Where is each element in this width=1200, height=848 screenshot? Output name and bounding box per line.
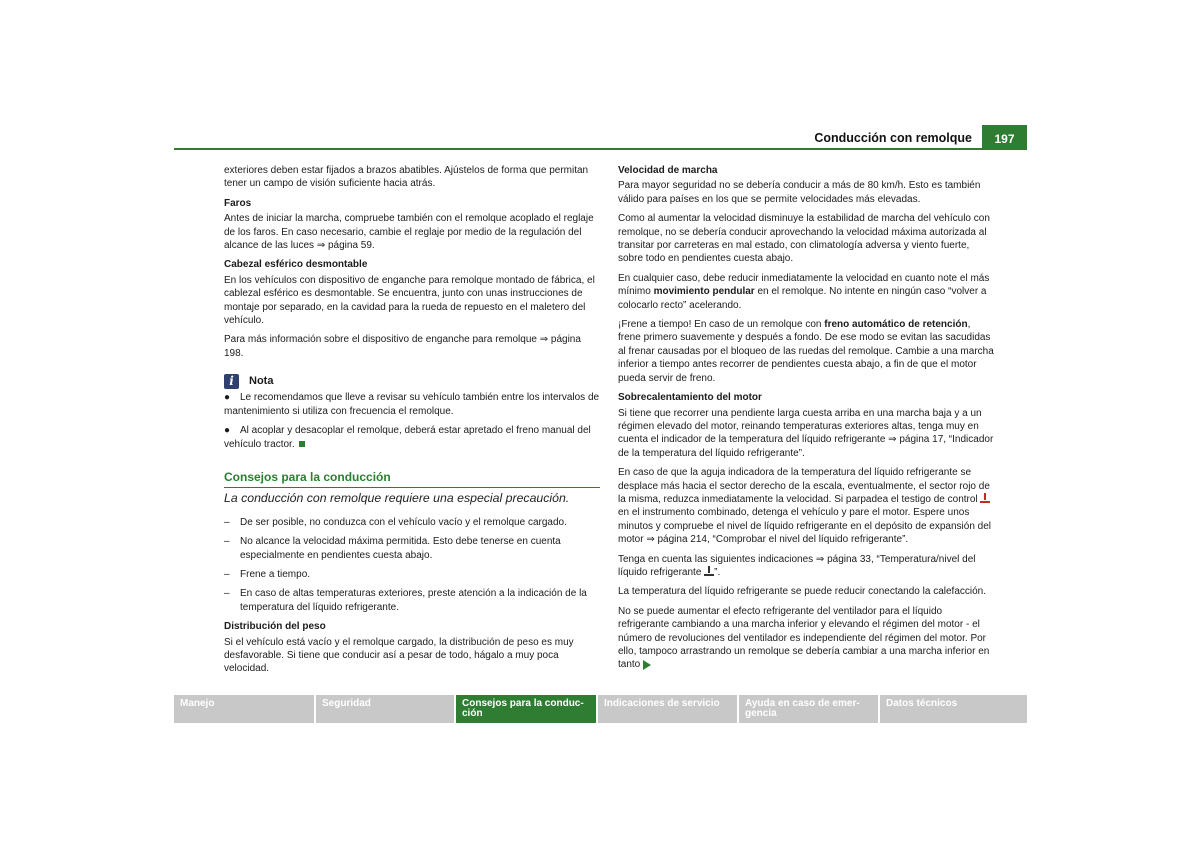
dash-item: – De ser posible, no conduzca con el vehículo vacío y el remolque cargado.	[224, 516, 567, 528]
page-header-title: Conducción con remolque	[814, 131, 972, 145]
note-bullet-text: Le recomendamos que lleve a revisar su vehículo también entre los intervalos de mantenimiento si utiliza con frecuencia el remolque.	[224, 392, 600, 417]
dash-item-text: De ser posible, no conduzca con el vehículo vacío y el remolque cargado.	[240, 516, 567, 528]
sobrecalentamiento-paragraph-4: La temperatura del líquido refrigerante se puede reducir conectando la calefacción.	[618, 586, 987, 598]
note-bullet	[224, 424, 600, 451]
coolant-temperature-icon	[704, 566, 714, 576]
velocidad-paragraph-4: ¡Frene a tiempo! En caso de un remolque con freno automático de retención, frene primero suavemente y después a fondo. De ese modo se evitan las sacudidas al frenar causadas por el bloqueo de las ruedas del remolque. Cambie a una marcha inferior a tiempo antes recorrer de pendientes cuesta abajo, a fin de que el motor pueda servir de freno.	[618, 319, 994, 384]
section-heading: Consejos para la conducción	[224, 471, 600, 488]
section-lead: La conducción con remolque requiere una especial precaución.	[224, 491, 570, 506]
note-label: Nota	[249, 375, 274, 388]
dash-item-text: En caso de altas temperaturas exteriores, preste atención a la indicación de la temperatura del líquido refrigerante.	[240, 588, 587, 613]
cabezal-paragraph: En los vehículos con dispositivo de enganche para remolque montado de fábrica, el cablezal esférico es desmontable. Se encuentra, junto con unas instrucciones de montaje por separado, en la cavidad para la rueda de repuesto en el maletero del vehículo.	[224, 274, 595, 327]
dash-item-text: No alcance la velocidad máxima permitida. Esto debe tenerse en cuenta especialmente en pendientes cuesta abajo.	[240, 536, 561, 561]
tab-datos-tecnicos[interactable]: Datos técnicos	[880, 695, 1027, 723]
info-icon: i	[224, 374, 239, 389]
intro-paragraph: exteriores deben estar fijados a brazos abatibles. Ajústelos de forma que permitan tener un campo de visión suficiente hacia atrás.	[224, 165, 589, 190]
faros-paragraph: Antes de iniciar la marcha, compruebe también con el remolque acoplado el reglaje de los faros. En caso necesario, cambie el reglaje por medio de la regulación del alcance de las luces ⇒ página 59.	[224, 213, 594, 252]
dash-item: – En caso de altas temperaturas exteriores, preste atención a la indicación de la temperatura del líquido refrigerante.	[224, 587, 600, 614]
page-number: 197	[982, 125, 1027, 149]
peso-paragraph: Si el vehículo está vacío y el remolque cargado, la distribución de peso es muy desfavorable. Si tiene que conducir así a pesar de todo, hágalo a muy poca velocidad.	[224, 636, 574, 675]
sobrecalentamiento-paragraph-2: En caso de que la aguja indicadora de la temperatura del líquido refrigerante se desplace más hacia el sector derecho de la escala, eventualmente, el sector rojo de la misma, reduzca inmediatamente la velocidad. Si parpadea el testigo de control en el instrumento combinado, detenga el vehículo y pare el motor. Espere unos minutos y compruebe el nivel de líquido refrigerante en el depósito de expansión del motor ⇒ página 214, “Comprobar el nivel del líquido refrigerante”.	[618, 467, 992, 546]
end-of-note-icon	[299, 441, 305, 447]
left-column	[224, 164, 600, 682]
cabezal-heading: Cabezal esférico desmontable	[224, 259, 368, 271]
continue-arrow-icon	[643, 660, 651, 670]
cabezal-more-paragraph: Para más información sobre el dispositivo de enganche para remolque ⇒ página 198.	[224, 334, 581, 359]
velocidad-paragraph-1: Para mayor seguridad no se debería conducir a más de 80 km/h. Esto es también válido para países en los que se permite velocidades más elevadas.	[618, 180, 981, 205]
bullet-dot-icon: ●	[224, 425, 231, 437]
velocidad-heading: Velocidad de marcha	[618, 165, 718, 176]
right-column	[618, 164, 994, 678]
tab-manejo[interactable]: Manejo	[174, 695, 314, 723]
faros-heading: Faros	[224, 197, 252, 209]
tab-ayuda-emergencia[interactable]: Ayuda en caso de emergencia	[739, 695, 878, 723]
dash-item: – No alcance la velocidad máxima permitida. Esto debe tenerse en cuenta especialmente en pendientes cuesta abajo.	[224, 535, 600, 562]
bullet-dot-icon: ●	[224, 392, 231, 404]
tab-indicaciones-servicio[interactable]: Indicaciones de servicio	[598, 695, 737, 723]
note-bullet-text: Al acoplar y desacoplar el remolque, deberá estar apretado el freno manual del vehículo tractor.	[224, 425, 591, 450]
tab-consejos-conduccion[interactable]: Consejos para la conducción	[456, 695, 596, 723]
velocidad-paragraph-3: En cualquier caso, debe reducir inmediatamente la velocidad en cuanto note el más mínimo movimiento pendular en el remolque. No intente en ningún caso “volver a colocarlo recto” acelerando.	[618, 272, 990, 311]
sobrecalentamiento-paragraph-1: Si tiene que recorrer una pendiente larga cuesta arriba en una marcha baja y a un régimen elevado del motor, reinando temperaturas exteriores altas, tenga muy en cuenta el indicador de la temperatura del líquido refrigerante ⇒ página 17, “Indicador de la temperatura del líquido refrigerante”.	[618, 407, 994, 459]
sobrecalentamiento-paragraph-5: No se puede aumentar el efecto refrigerante del ventilador para el líquido refrigerante cambiando a una marcha inferior y elevando el régimen del motor - el número de revoluciones del ventilador es independiente del régimen del motor. Por ello, tampoco arrastrando un remolque se debería cambiar a una marcha inferior en tanto	[618, 605, 990, 671]
tab-seguridad[interactable]: Seguridad	[316, 695, 454, 723]
dash-item-text: Frene a tiempo.	[240, 568, 311, 580]
dash-item: – Frene a tiempo.	[224, 568, 311, 580]
velocidad-paragraph-2: Como al aumentar la velocidad disminuye la estabilidad de marcha del vehículo con remolque, no se debería conducir aprovechando la velocidad máxima autorizada al transitar por carreteras en mal estado, con climatología adversa y viento fuerte, sobre todo en pendientes cuesta abajo.	[618, 213, 990, 265]
peso-heading: Distribución del peso	[224, 621, 326, 633]
note-header	[224, 374, 600, 389]
sobrecalentamiento-heading: Sobrecalentamiento del motor	[618, 392, 762, 404]
note-bullet	[224, 391, 600, 418]
chapter-navigation	[174, 695, 1027, 723]
coolant-warning-icon	[980, 493, 990, 503]
sobrecalentamiento-paragraph-3: Tenga en cuenta las siguientes indicaciones ⇒ página 33, “Temperatura/nivel del líquido refrigerante ”.	[618, 553, 976, 578]
header-divider	[174, 148, 1027, 150]
